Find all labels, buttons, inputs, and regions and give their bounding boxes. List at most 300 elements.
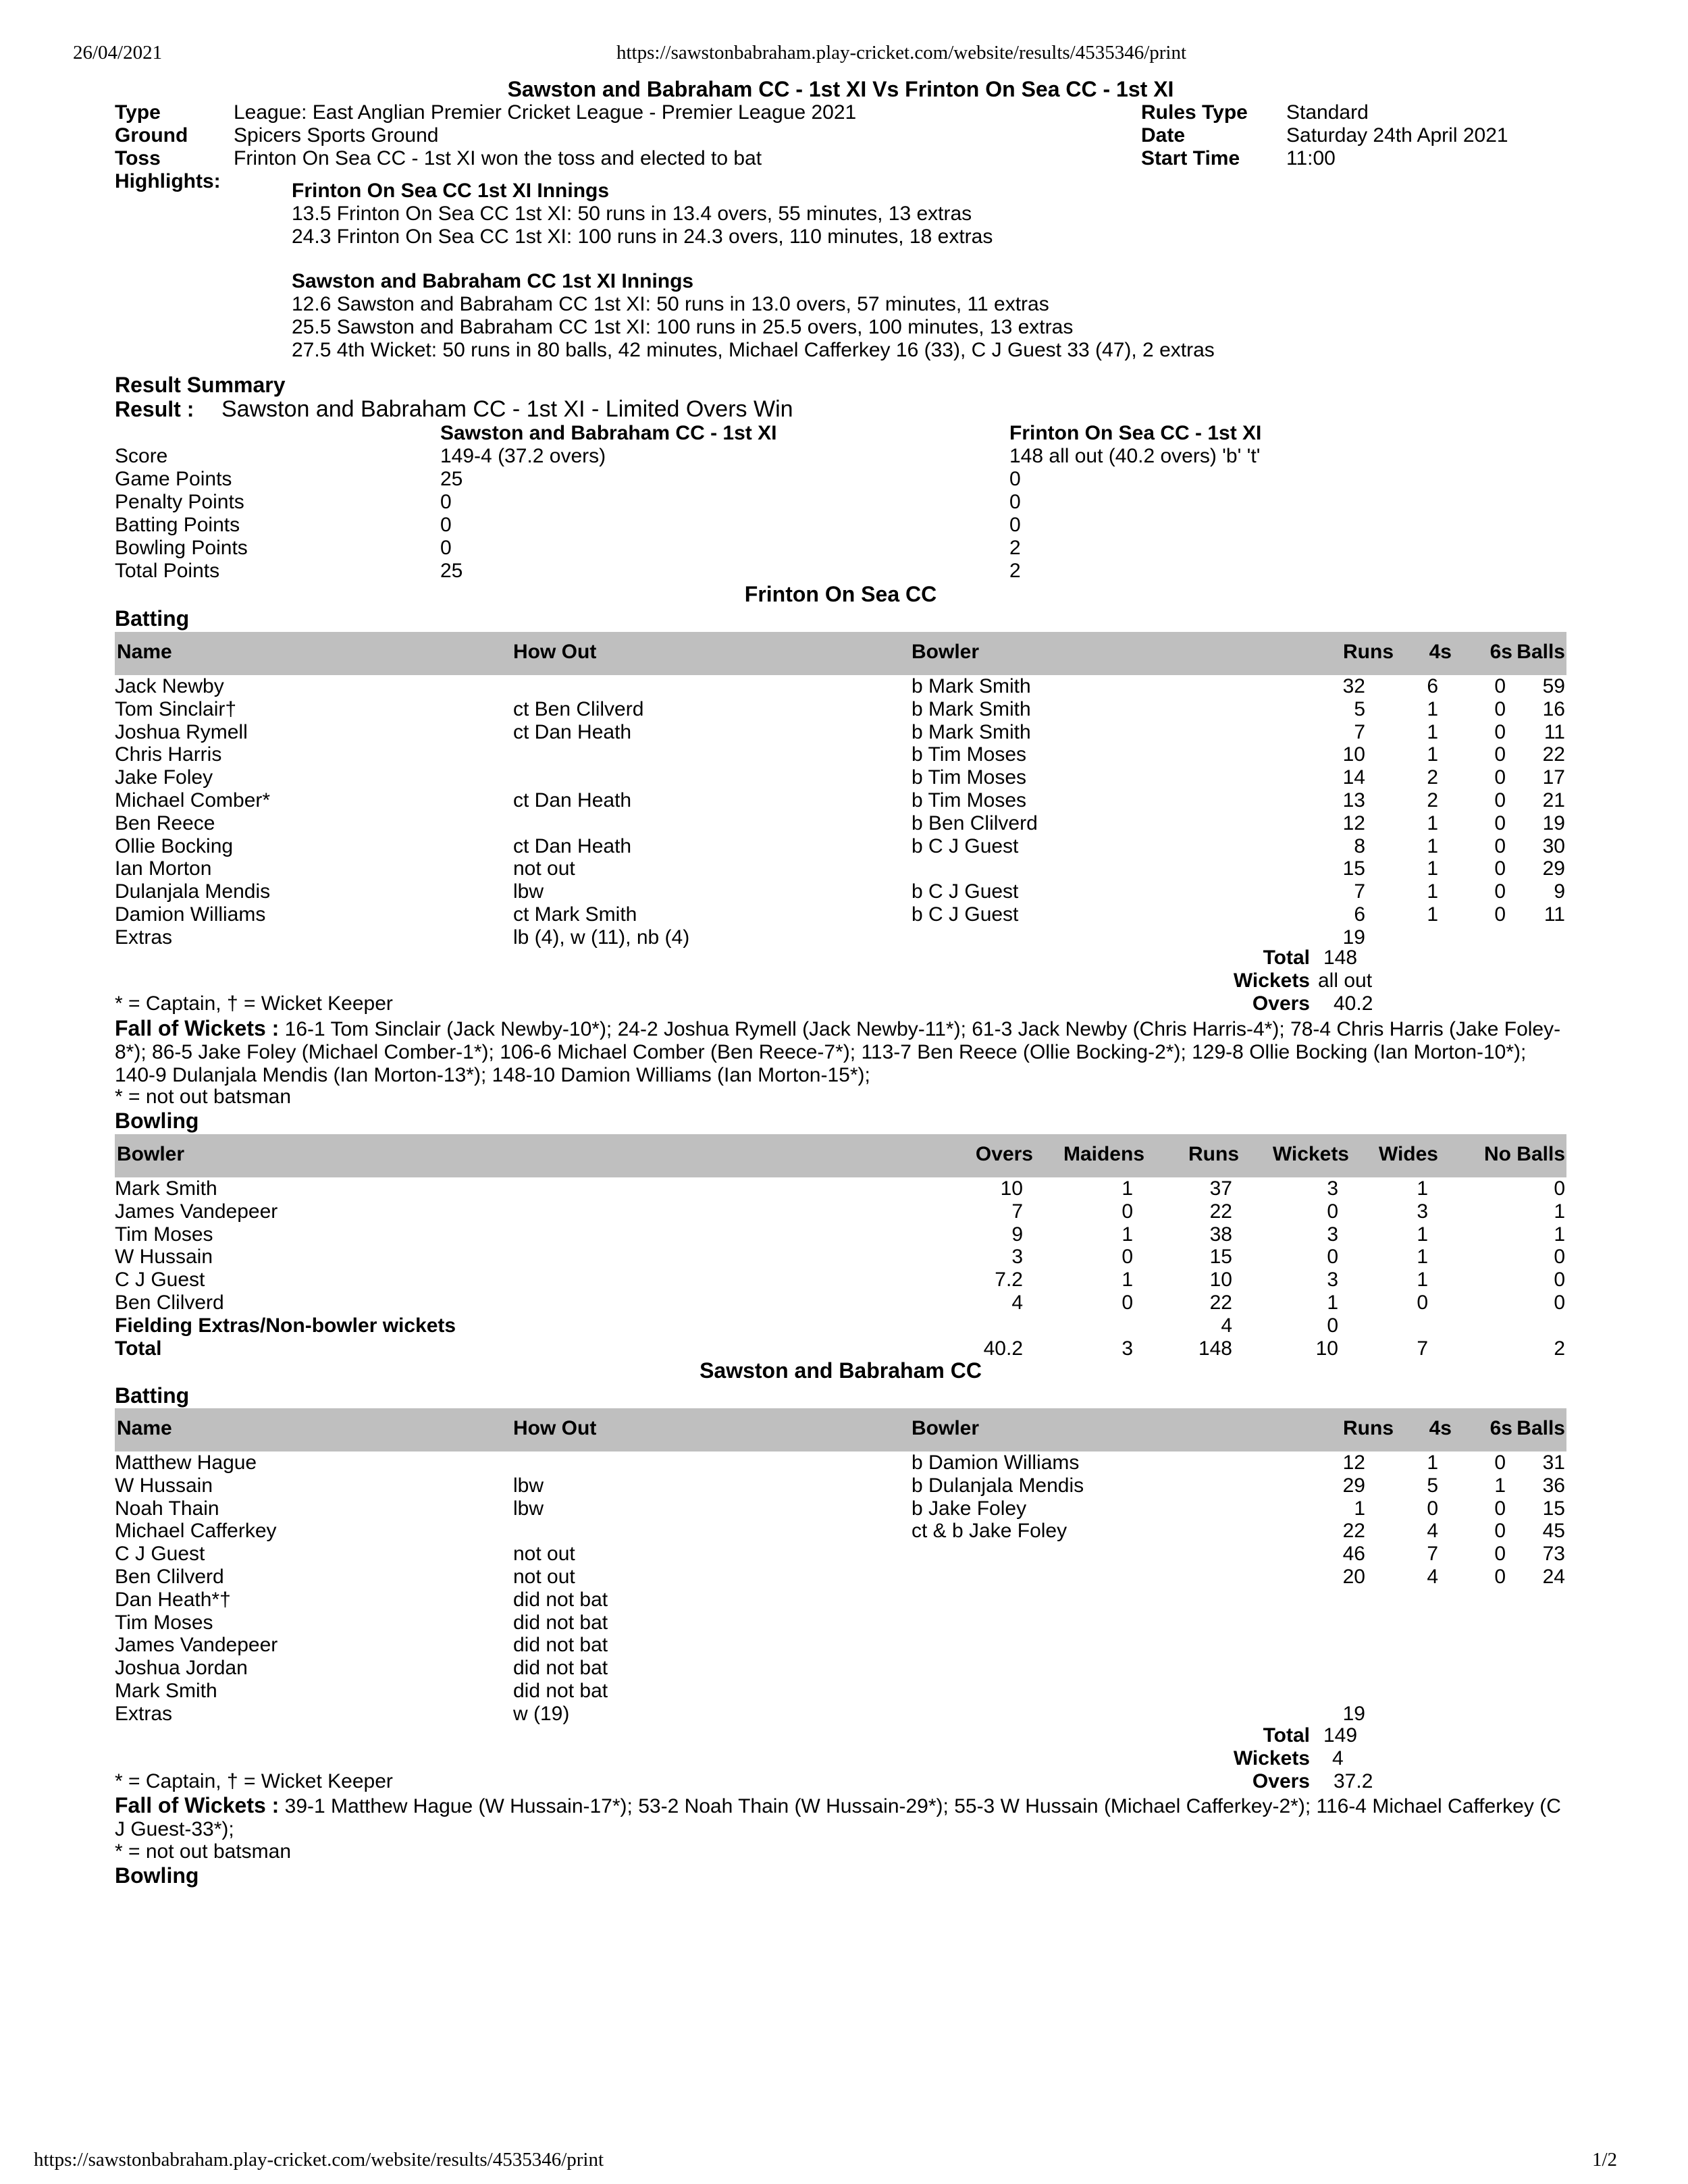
- how-out: not out: [513, 1566, 575, 1588]
- fours: 1: [1427, 720, 1438, 743]
- balls: 21: [1542, 789, 1565, 811]
- sixes: 1: [1494, 1474, 1506, 1497]
- wides: 1: [1417, 1177, 1428, 1200]
- batting-row: [115, 721, 1566, 744]
- sixes: 0: [1494, 1520, 1506, 1543]
- sixes: 0: [1494, 743, 1506, 766]
- bowler: b Jake Foley: [912, 1497, 1027, 1520]
- print-url-top[interactable]: https://sawstonbabraham.play-cricket.com/website/results/4535346/print: [616, 42, 1187, 63]
- batting-row: [115, 743, 1566, 766]
- no-balls: 0: [1554, 1269, 1565, 1291]
- runs: 6: [1354, 903, 1365, 926]
- col-name: Name: [117, 641, 172, 663]
- bowler-name: Tim Moses: [115, 1223, 213, 1246]
- no-balls: 1: [1554, 1223, 1565, 1246]
- batting-row: [115, 835, 1566, 858]
- innings1-notout-key: * = not out batsman: [115, 1086, 292, 1108]
- sixes: 0: [1494, 1451, 1506, 1474]
- result-row: [115, 445, 1566, 468]
- batting-row: [115, 926, 1566, 949]
- col-balls: Balls: [1516, 641, 1565, 663]
- innings2-team-heading: Sawston and Babraham CC: [700, 1358, 982, 1383]
- result-team2-value: 2: [1009, 560, 1021, 582]
- result-row-label: Bowling Points: [115, 537, 248, 559]
- batting-row: [115, 1474, 1566, 1497]
- runs: 14: [1342, 766, 1365, 789]
- highlight-heading: Frinton On Sea CC 1st XI Innings: [292, 180, 610, 202]
- col-bowler: Bowler: [912, 1417, 980, 1439]
- bowler: b C J Guest: [912, 903, 1019, 926]
- col-overs: Overs: [975, 1143, 1033, 1165]
- fours: 4: [1427, 1520, 1438, 1543]
- col-no-balls: No Balls: [1483, 1143, 1565, 1165]
- batting-row: [115, 1612, 1566, 1634]
- innings1-key: * = Captain, † = Wicket Keeper: [115, 992, 393, 1015]
- bowler-name: W Hussain: [115, 1246, 213, 1269]
- bowler-name: Mark Smith: [115, 1177, 217, 1200]
- innings1-total-label: Total: [1263, 947, 1310, 969]
- batter-name: Michael Comber*: [115, 789, 271, 811]
- how-out: did not bat: [513, 1680, 608, 1702]
- page-number: 1/2: [1592, 2149, 1618, 2170]
- result-summary-heading: Result Summary: [115, 373, 286, 397]
- result-label: Result :: [115, 397, 194, 421]
- innings1-wickets-label: Wickets: [1233, 969, 1310, 992]
- col-bowler: Bowler: [117, 1143, 185, 1165]
- result-team1-value: 0: [440, 514, 452, 536]
- col-bowler: Bowler: [912, 641, 980, 663]
- col-6s: 6s: [1489, 1417, 1512, 1439]
- batter-name: Joshua Jordan: [115, 1657, 248, 1680]
- result-team1-value: 149-4 (37.2 overs): [440, 445, 606, 467]
- highlight-line: 25.5 Sawston and Babraham CC 1st XI: 100 runs in 25.5 overs, 100 minutes, 13 extras: [292, 316, 1074, 338]
- balls: 16: [1542, 697, 1565, 720]
- batting-row: [115, 1543, 1566, 1566]
- fow-text: 16-1 Tom Sinclair (Jack Newby-10*); 24-2 Joshua Rymell (Jack Newby-11*); 61-3 Jack Newby (Chris Harris-4*); 78-4 Chris Harris (Jake Foley-8*); 86-5 Jake Foley (Michael Comber-1*); 106-6 Michael Comber (Ben Reece-7*); 113-7 Ben Reece (Ollie Bocking-2*); 129-8 Ollie Bocking (Ian Morton-10*); 140-9 Dulanjala Mendis (Ian Morton-13*); 148-10 Damion Williams (Ian Morton-15*);: [115, 1018, 1561, 1086]
- rules-label: Rules Type: [1141, 101, 1248, 124]
- batter-name: Matthew Hague: [115, 1451, 257, 1474]
- how-out: lbw: [513, 1474, 544, 1497]
- batting-row: [115, 1520, 1566, 1543]
- balls: 19: [1542, 811, 1565, 834]
- fours: 1: [1427, 1451, 1438, 1474]
- maidens: 0: [1122, 1246, 1133, 1269]
- result-team1-value: 0: [440, 537, 452, 559]
- result-row: [115, 514, 1566, 537]
- fours: 1: [1427, 857, 1438, 880]
- innings2-overs-label: Overs: [1252, 1770, 1310, 1792]
- innings2-wickets-label: Wickets: [1233, 1747, 1310, 1769]
- col-4s: 4s: [1429, 641, 1452, 663]
- balls: 11: [1544, 720, 1565, 743]
- fielding-row: [115, 1314, 1566, 1337]
- overs: 40.2: [983, 1337, 1023, 1360]
- wides: 7: [1417, 1337, 1428, 1360]
- overs: 10: [1000, 1177, 1023, 1200]
- wickets: 1: [1327, 1291, 1338, 1314]
- innings1-wickets-value: all out: [1318, 969, 1373, 992]
- fours: 1: [1427, 697, 1438, 720]
- fours: 2: [1427, 789, 1438, 811]
- bowler: b C J Guest: [912, 834, 1019, 857]
- start-time-label: Start Time: [1141, 147, 1240, 169]
- fow-label: Fall of Wickets :: [115, 1793, 280, 1817]
- balls: 9: [1554, 880, 1565, 903]
- balls: 36: [1542, 1474, 1565, 1497]
- innings2-total-value: 149: [1323, 1724, 1358, 1747]
- fielding-label: Fielding Extras/Non-bowler wickets: [115, 1314, 456, 1337]
- runs: 7: [1354, 720, 1365, 743]
- bowler: b Dulanjala Mendis: [912, 1474, 1084, 1497]
- overs: 7.2: [995, 1269, 1023, 1291]
- result-team2-header: Frinton On Sea CC - 1st XI: [1009, 422, 1262, 444]
- innings2-batting-header: [115, 1408, 1566, 1451]
- overs: 4: [1011, 1291, 1023, 1314]
- date-value: Saturday 24th April 2021: [1286, 124, 1508, 147]
- batter-name: James Vandepeer: [115, 1634, 278, 1657]
- maidens: 1: [1122, 1177, 1133, 1200]
- fours: 2: [1427, 766, 1438, 789]
- col-runs: Runs: [1188, 1143, 1239, 1165]
- sixes: 0: [1494, 789, 1506, 811]
- sixes: 0: [1494, 766, 1506, 789]
- match-title: Sawston and Babraham CC - 1st XI Vs Frinton On Sea CC - 1st XI: [507, 77, 1174, 101]
- date-label: Date: [1141, 124, 1186, 147]
- balls: 22: [1542, 743, 1565, 766]
- runs: 1: [1354, 1497, 1365, 1520]
- runs: 19: [1342, 926, 1365, 949]
- wides: 3: [1417, 1200, 1428, 1223]
- runs: 29: [1342, 1474, 1365, 1497]
- batting-row: [115, 903, 1566, 926]
- sixes: 0: [1494, 811, 1506, 834]
- innings2-fall-of-wickets: [115, 1794, 1566, 1841]
- wides: 1: [1417, 1223, 1428, 1246]
- result-team2-value: 2: [1009, 537, 1021, 559]
- batter-name: Extras: [115, 1702, 173, 1725]
- how-out: lb (4), w (11), nb (4): [513, 926, 690, 949]
- highlight-line: 27.5 4th Wicket: 50 runs in 80 balls, 42 minutes, Michael Cafferkey 16 (33), C J Guest 33 (47), 2 extras: [292, 339, 1215, 361]
- runs: 12: [1342, 1451, 1365, 1474]
- batter-name: Ben Clilverd: [115, 1566, 224, 1588]
- sixes: 0: [1494, 1497, 1506, 1520]
- col-wickets: Wickets: [1272, 1143, 1349, 1165]
- col-how-out: How Out: [513, 1417, 597, 1439]
- runs: 20: [1342, 1566, 1365, 1588]
- sixes: 0: [1494, 857, 1506, 880]
- highlight-line: 24.3 Frinton On Sea CC 1st XI: 100 runs in 24.3 overs, 110 minutes, 18 extras: [292, 225, 993, 248]
- how-out: not out: [513, 857, 575, 880]
- bowler: b Tim Moses: [912, 789, 1027, 811]
- batter-name: Michael Cafferkey: [115, 1520, 277, 1543]
- batter-name: Ben Reece: [115, 811, 215, 834]
- batting-row: [115, 1657, 1566, 1680]
- innings2-notout-key: * = not out batsman: [115, 1840, 292, 1863]
- how-out: ct Mark Smith: [513, 903, 637, 926]
- batter-name: W Hussain: [115, 1474, 213, 1497]
- col-runs: Runs: [1343, 1417, 1394, 1439]
- fow-text: 39-1 Matthew Hague (W Hussain-17*); 53-2 Noah Thain (W Hussain-29*); 55-3 W Hussain (Michael Cafferkey-2*); 116-4 Michael Cafferkey (C J Guest-33*);: [115, 1795, 1561, 1840]
- batting-row: [115, 812, 1566, 835]
- batting-row: [115, 766, 1566, 789]
- wides: 0: [1417, 1291, 1428, 1314]
- sixes: 0: [1494, 1566, 1506, 1588]
- maidens: 1: [1122, 1223, 1133, 1246]
- wickets: 0: [1327, 1246, 1338, 1269]
- rules-value: Standard: [1286, 101, 1369, 124]
- fours: 1: [1427, 834, 1438, 857]
- runs: 22: [1209, 1291, 1232, 1314]
- result-row: [115, 560, 1566, 583]
- how-out: ct Dan Heath: [513, 720, 632, 743]
- batter-name: Damion Williams: [115, 903, 266, 926]
- fours: 1: [1427, 903, 1438, 926]
- runs: 13: [1342, 789, 1365, 811]
- fours: 0: [1427, 1497, 1438, 1520]
- runs: 22: [1342, 1520, 1365, 1543]
- highlight-heading: Sawston and Babraham CC 1st XI Innings: [292, 270, 694, 292]
- batting-row: [115, 1497, 1566, 1520]
- batter-name: Ian Morton: [115, 857, 212, 880]
- no-balls: 2: [1554, 1337, 1565, 1360]
- how-out: lbw: [513, 880, 544, 903]
- batting-row: [115, 857, 1566, 880]
- fours: 4: [1427, 1566, 1438, 1588]
- batter-name: Dan Heath*†: [115, 1588, 231, 1611]
- bowler: b Mark Smith: [912, 720, 1031, 743]
- bowler-name: Ben Clilverd: [115, 1291, 224, 1314]
- balls: 11: [1544, 903, 1565, 926]
- innings2-wickets-value: 4: [1332, 1747, 1344, 1769]
- col-maidens: Maidens: [1063, 1143, 1144, 1165]
- type-value: League: East Anglian Premier Cricket League - Premier League 2021: [234, 101, 857, 124]
- innings1-batting-heading: Batting: [115, 606, 190, 631]
- balls: 73: [1542, 1543, 1565, 1566]
- wickets: 3: [1327, 1177, 1338, 1200]
- bowling-row: [115, 1291, 1566, 1314]
- runs: 38: [1209, 1223, 1232, 1246]
- batter-name: Ollie Bocking: [115, 834, 234, 857]
- bowler: b Tim Moses: [912, 743, 1027, 766]
- innings1-bowling-heading: Bowling: [115, 1109, 199, 1133]
- how-out: did not bat: [513, 1634, 608, 1657]
- overs: 9: [1011, 1223, 1023, 1246]
- how-out: did not bat: [513, 1588, 608, 1611]
- bowler: b Mark Smith: [912, 697, 1031, 720]
- highlight-line: 12.6 Sawston and Babraham CC 1st XI: 50 runs in 13.0 overs, 57 minutes, 11 extras: [292, 293, 1049, 315]
- col-wides: Wides: [1378, 1143, 1438, 1165]
- bowling-row: [115, 1246, 1566, 1269]
- result-team1-value: 0: [440, 491, 452, 513]
- fours: 1: [1427, 811, 1438, 834]
- result-team2-value: 0: [1009, 468, 1021, 490]
- bowling-row: [115, 1223, 1566, 1246]
- bowler: ct & b Jake Foley: [912, 1520, 1067, 1543]
- toss-label: Toss: [115, 147, 161, 169]
- batter-name: Dulanjala Mendis: [115, 880, 271, 903]
- result-row: [115, 491, 1566, 514]
- batting-row: [115, 1634, 1566, 1657]
- sixes: 0: [1494, 834, 1506, 857]
- result-team2-value: 0: [1009, 514, 1021, 536]
- innings1-overs-label: Overs: [1252, 992, 1310, 1015]
- balls: 29: [1542, 857, 1565, 880]
- innings1-team-heading: Frinton On Sea CC: [744, 582, 937, 606]
- bowler: b C J Guest: [912, 880, 1019, 903]
- bowling-row: [115, 1177, 1566, 1200]
- wickets: 3: [1327, 1223, 1338, 1246]
- innings1-batting-header: [115, 632, 1566, 675]
- bowling-row: [115, 1269, 1566, 1291]
- bowler-name: C J Guest: [115, 1269, 205, 1291]
- innings2-overs-value: 37.2: [1334, 1770, 1373, 1792]
- start-time-value: 11:00: [1286, 147, 1336, 169]
- bowler: b Tim Moses: [912, 766, 1027, 789]
- col-how-out: How Out: [513, 641, 597, 663]
- batter-name: Extras: [115, 926, 173, 949]
- runs: 8: [1354, 834, 1365, 857]
- col-4s: 4s: [1429, 1417, 1452, 1439]
- overs: 3: [1011, 1246, 1023, 1269]
- balls: 17: [1542, 766, 1565, 789]
- result-row: [115, 468, 1566, 491]
- result-row: [115, 537, 1566, 560]
- innings2-total-label: Total: [1263, 1724, 1310, 1747]
- highlights-label: Highlights:: [115, 170, 221, 192]
- result-team1-header: Sawston and Babraham CC - 1st XI: [440, 422, 777, 444]
- ground-label: Ground: [115, 124, 188, 147]
- col-balls: Balls: [1516, 1417, 1565, 1439]
- print-url-bottom[interactable]: https://sawstonbabraham.play-cricket.com/website/results/4535346/print: [34, 2149, 604, 2170]
- batter-name: Chris Harris: [115, 743, 222, 766]
- bowler-name: Total: [115, 1337, 162, 1360]
- innings2-bowling-heading: Bowling: [115, 1863, 199, 1888]
- runs: 46: [1342, 1543, 1365, 1566]
- runs: 10: [1342, 743, 1365, 766]
- sixes: 0: [1494, 903, 1506, 926]
- innings1-total-value: 148: [1323, 947, 1358, 969]
- balls: 15: [1542, 1497, 1565, 1520]
- bowler: b Ben Clilverd: [912, 811, 1038, 834]
- batting-row: [115, 1451, 1566, 1474]
- col-6s: 6s: [1489, 641, 1512, 663]
- batting-row: [115, 698, 1566, 721]
- sixes: 0: [1494, 675, 1506, 697]
- fours: 1: [1427, 743, 1438, 766]
- runs: 12: [1342, 811, 1365, 834]
- fours: 1: [1427, 880, 1438, 903]
- batter-name: Jack Newby: [115, 675, 224, 697]
- result-team1-value: 25: [440, 468, 463, 490]
- how-out: ct Ben Clilverd: [513, 697, 644, 720]
- runs: 10: [1209, 1269, 1232, 1291]
- sixes: 0: [1494, 1543, 1506, 1566]
- runs: 148: [1198, 1337, 1232, 1360]
- runs: 37: [1209, 1177, 1232, 1200]
- col-name: Name: [117, 1417, 172, 1439]
- maidens: 1: [1122, 1269, 1133, 1291]
- wides: 1: [1417, 1246, 1428, 1269]
- no-balls: 0: [1554, 1246, 1565, 1269]
- no-balls: 0: [1554, 1177, 1565, 1200]
- fours: 6: [1427, 675, 1438, 697]
- batting-row: [115, 675, 1566, 698]
- innings1-fall-of-wickets: [115, 1017, 1566, 1087]
- result-row-label: Penalty Points: [115, 491, 244, 513]
- result-row-label: Batting Points: [115, 514, 240, 536]
- result-team2-value: 0: [1009, 491, 1021, 513]
- wickets: 10: [1315, 1337, 1338, 1360]
- wickets: 3: [1327, 1269, 1338, 1291]
- result-team1-value: 25: [440, 560, 463, 582]
- overs: 7: [1011, 1200, 1023, 1223]
- runs: 32: [1342, 675, 1365, 697]
- batting-row: [115, 789, 1566, 812]
- how-out: ct Dan Heath: [513, 789, 632, 811]
- ground-value: Spicers Sports Ground: [234, 124, 439, 147]
- fours: 5: [1427, 1474, 1438, 1497]
- balls: 30: [1542, 834, 1565, 857]
- innings1-bowling-header: [115, 1134, 1566, 1177]
- wickets: 0: [1327, 1200, 1338, 1223]
- wickets: 0: [1327, 1314, 1338, 1337]
- runs: 4: [1221, 1314, 1232, 1337]
- how-out: w (19): [513, 1702, 570, 1725]
- sixes: 0: [1494, 880, 1506, 903]
- maidens: 0: [1122, 1200, 1133, 1223]
- maidens: 0: [1122, 1291, 1133, 1314]
- bowling-total-row: [115, 1337, 1566, 1360]
- sixes: 0: [1494, 720, 1506, 743]
- highlight-line: 13.5 Frinton On Sea CC 1st XI: 50 runs in 13.4 overs, 55 minutes, 13 extras: [292, 203, 972, 225]
- runs: 5: [1354, 697, 1365, 720]
- batter-name: Mark Smith: [115, 1680, 217, 1702]
- balls: 59: [1542, 675, 1565, 697]
- result-value: Sawston and Babraham CC - 1st XI - Limited Overs Win: [221, 396, 793, 422]
- wides: 1: [1417, 1269, 1428, 1291]
- batting-row: [115, 1680, 1566, 1703]
- how-out: not out: [513, 1543, 575, 1566]
- how-out: did not bat: [513, 1657, 608, 1680]
- innings2-key: * = Captain, † = Wicket Keeper: [115, 1770, 393, 1792]
- runs: 15: [1342, 857, 1365, 880]
- result-row-label: Game Points: [115, 468, 232, 490]
- how-out: lbw: [513, 1497, 544, 1520]
- no-balls: 0: [1554, 1291, 1565, 1314]
- maidens: 3: [1122, 1337, 1133, 1360]
- batting-row: [115, 1566, 1566, 1589]
- balls: 24: [1542, 1566, 1565, 1588]
- innings2-batting-heading: Batting: [115, 1383, 190, 1408]
- batter-name: Jake Foley: [115, 766, 213, 789]
- runs: 19: [1342, 1702, 1365, 1725]
- toss-value: Frinton On Sea CC - 1st XI won the toss and elected to bat: [234, 147, 762, 169]
- sixes: 0: [1494, 697, 1506, 720]
- type-label: Type: [115, 101, 161, 124]
- batting-row: [115, 1703, 1566, 1726]
- runs: 22: [1209, 1200, 1232, 1223]
- bowling-row: [115, 1200, 1566, 1223]
- balls: 31: [1542, 1451, 1565, 1474]
- fow-label: Fall of Wickets :: [115, 1016, 280, 1040]
- batter-name: Tom Sinclair†: [115, 697, 237, 720]
- result-row-label: Total Points: [115, 560, 220, 582]
- batting-row: [115, 880, 1566, 903]
- result-row-label: Score: [115, 445, 168, 467]
- batter-name: Noah Thain: [115, 1497, 219, 1520]
- how-out: ct Dan Heath: [513, 834, 632, 857]
- balls: 45: [1542, 1520, 1565, 1543]
